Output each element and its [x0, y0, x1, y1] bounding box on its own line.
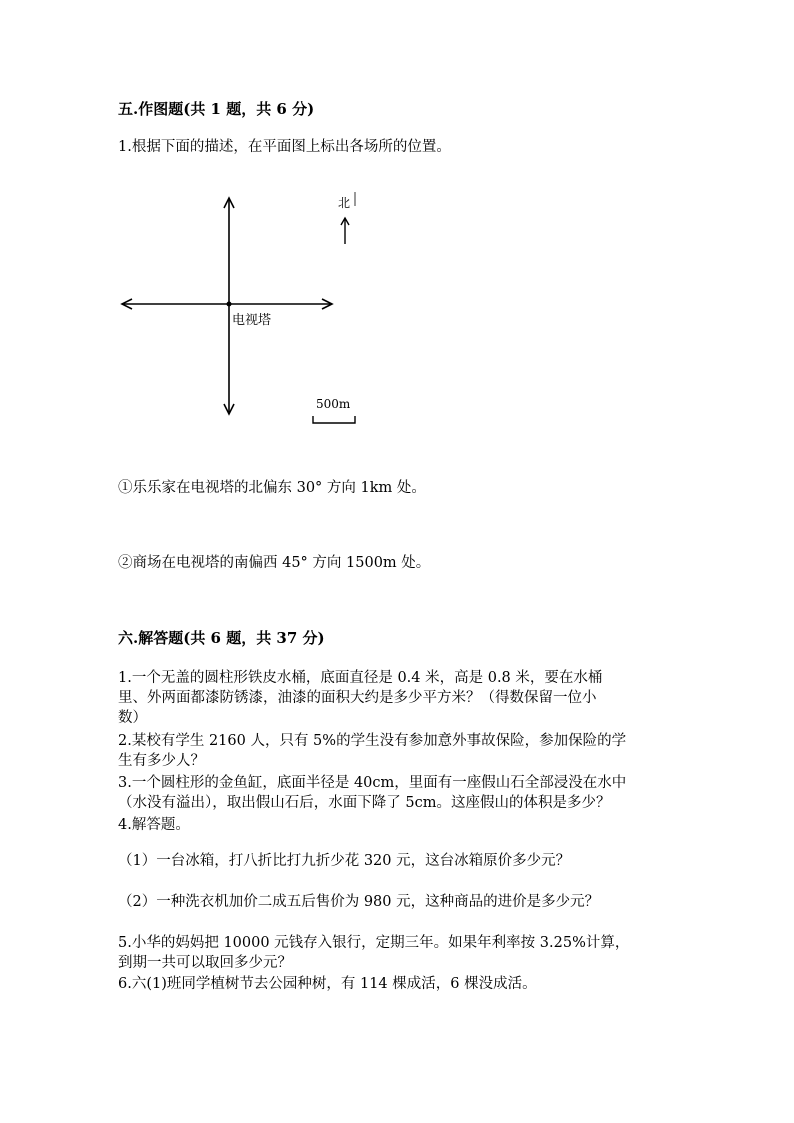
tv-tower-point — [227, 302, 232, 307]
scale-label: 500m — [316, 397, 351, 411]
north-label: 北 — [338, 196, 351, 210]
question-6-4-sub-1: （1）一台冰箱，打八折比打九折少花 320 元，这台冰箱原价多少元？ — [118, 853, 571, 869]
direction-diagram — [112, 180, 372, 430]
question-6-2-line-1: 2.某校有学生 2160 人，只有 5%的学生没有参加意外事故保险，参加保险的学 — [118, 733, 627, 749]
question-5-1-item-2: ②商场在电视塔的南偏西 45° 方向 1500m 处。 — [118, 555, 431, 571]
question-5-1-prompt: 1.根据下面的描述，在平面图上标出各场所的位置。 — [118, 139, 451, 155]
question-6-4-line-1: 4.解答题。 — [118, 817, 190, 833]
question-6-1-line-3: 数） — [118, 710, 147, 726]
question-5-1-item-1: ①乐乐家在电视塔的北偏东 30° 方向 1km 处。 — [118, 480, 426, 496]
section-5-heading: 五.作图题(共 1 题，共 6 分) — [118, 100, 315, 118]
question-6-5-line-1: 5.小华的妈妈把 10000 元钱存入银行，定期三年。如果年利率按 3.25%计算， — [118, 935, 630, 951]
scale-bar — [313, 416, 355, 423]
section-6-heading: 六.解答题(共 6 题，共 37 分) — [118, 629, 325, 647]
tv-tower-label: 电视塔 — [232, 313, 272, 328]
question-6-2-line-2: 生有多少人？ — [118, 753, 205, 769]
question-6-5-line-2: 到期一共可以取回多少元？ — [118, 955, 292, 971]
question-6-1-line-2: 里、外两面都漆防锈漆，油漆的面积大约是多少平方米？（得数保留一位小 — [118, 690, 597, 706]
question-6-3-line-2: （水没有溢出），取出假山石后，水面下降了 5cm。这座假山的体积是多少？ — [118, 795, 611, 811]
question-6-6-line-1: 6.六(1)班同学植树节去公园种树，有 114 棵成活，6 棵没成活。 — [118, 976, 537, 992]
question-6-3-line-1: 3.一个圆柱形的金鱼缸，底面半径是 40cm，里面有一座假山石全部浸没在水中 — [118, 775, 627, 791]
question-6-1-line-1: 1.一个无盖的圆柱形铁皮水桶，底面直径是 0.4 米，高是 0.8 米，要在水桶 — [118, 670, 603, 686]
question-6-4-sub-2: （2）一种洗衣机加价二成五后售价为 980 元，这种商品的进价是多少元？ — [118, 894, 600, 910]
